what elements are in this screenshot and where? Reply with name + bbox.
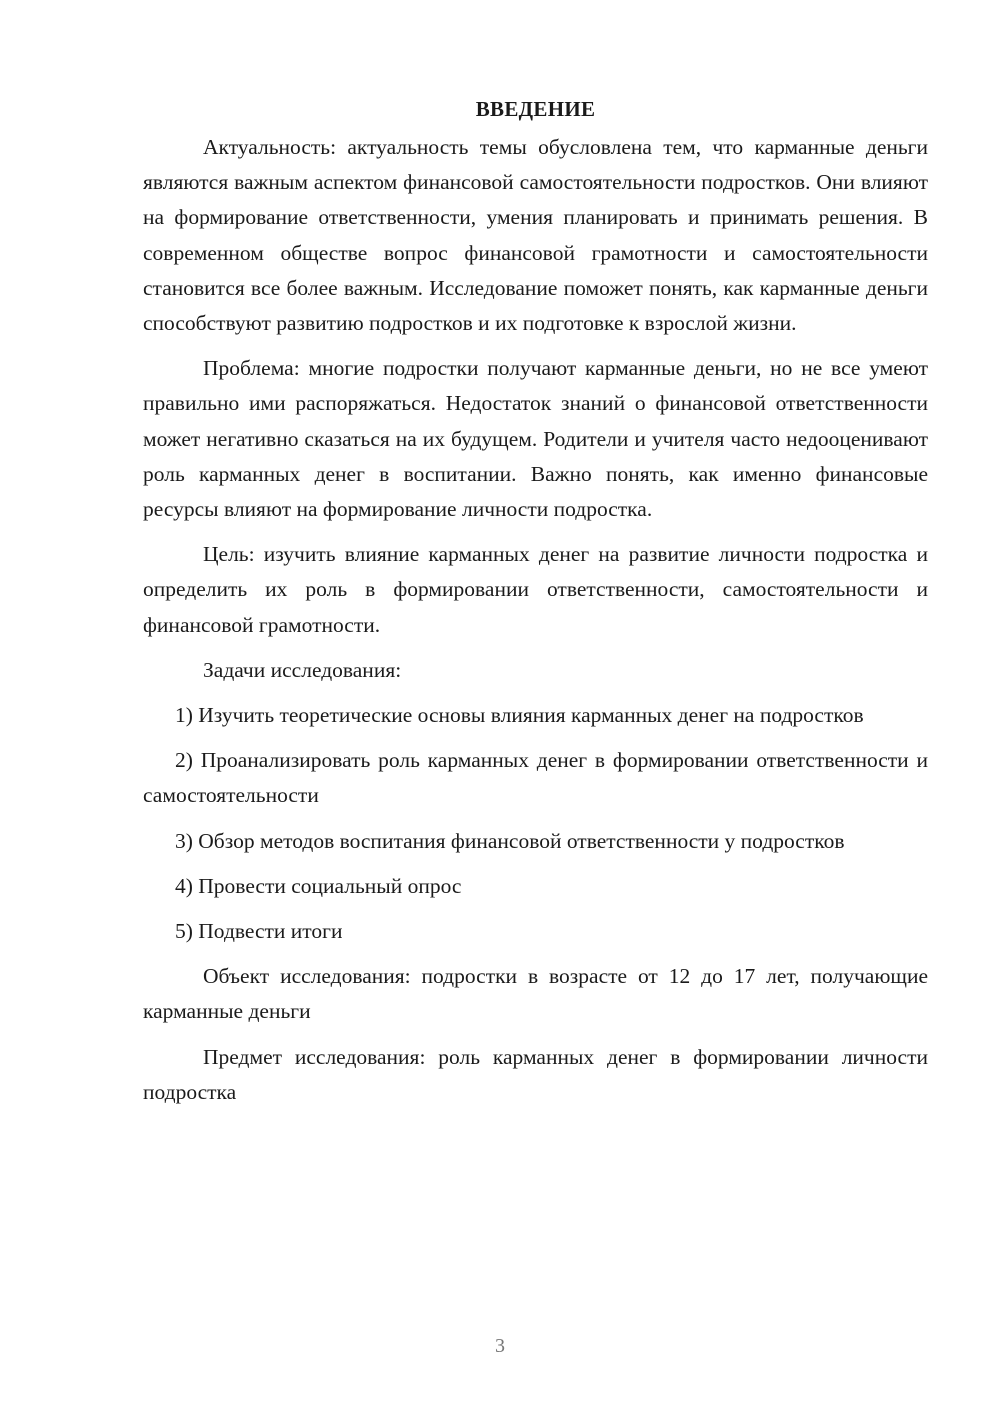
relevance-paragraph: Актуальность: актуальность темы обусловлена тем, что карманные деньги являются важным аспектом финансовой самостоятельности подростков. Они влияют на формирование ответственности, умения планировать и принимать решения. В современном обществе вопрос финансовой грамотности и самостоятельности становится все более важным. Исследование поможет понять, как карманные деньги способствуют развитию подростков и их подготовке к взрослой жизни.: [143, 135, 928, 336]
page-number: 3: [495, 1335, 505, 1357]
object-paragraph: Объект исследования: подростки в возрасте от 12 до 17 лет, получающие карманные деньги: [143, 964, 928, 1024]
task-item: 4) Провести социальный опрос: [175, 873, 462, 898]
task-item: 2) Проанализировать роль карманных денег в формировании ответственности и самостоятельности: [143, 748, 928, 808]
task-item: 5) Подвести итоги: [175, 919, 343, 944]
tasks-list: [143, 698, 928, 949]
task-item: 3) Обзор методов воспитания финансовой ответственности у подростков: [175, 828, 845, 853]
tasks-heading: Задачи исследования:: [203, 657, 402, 682]
problem-paragraph: Проблема: многие подростки получают карманные деньги, но не все умеют правильно ими распоряжаться. Недостаток знаний о финансовой ответственности может негативно сказаться на их будущем. Родители и учителя часто недооценивают роль карманных денег в воспитании. Важно понять, как именно финансовые ресурсы влияют на формирование личности подростка.: [143, 356, 928, 522]
section-title: ВВЕДЕНИЕ: [475, 97, 596, 121]
subject-paragraph: Предмет исследования: роль карманных денег в формировании личности подростка: [143, 1044, 928, 1104]
task-item: 1) Изучить теоретические основы влияния карманных денег на подростков: [175, 703, 864, 728]
goal-paragraph: Цель: изучить влияние карманных денег на развитие личности подростка и определить их роль в формировании ответственности, самостоятельности и финансовой грамотности.: [143, 542, 928, 637]
document-page: [143, 92, 928, 1120]
